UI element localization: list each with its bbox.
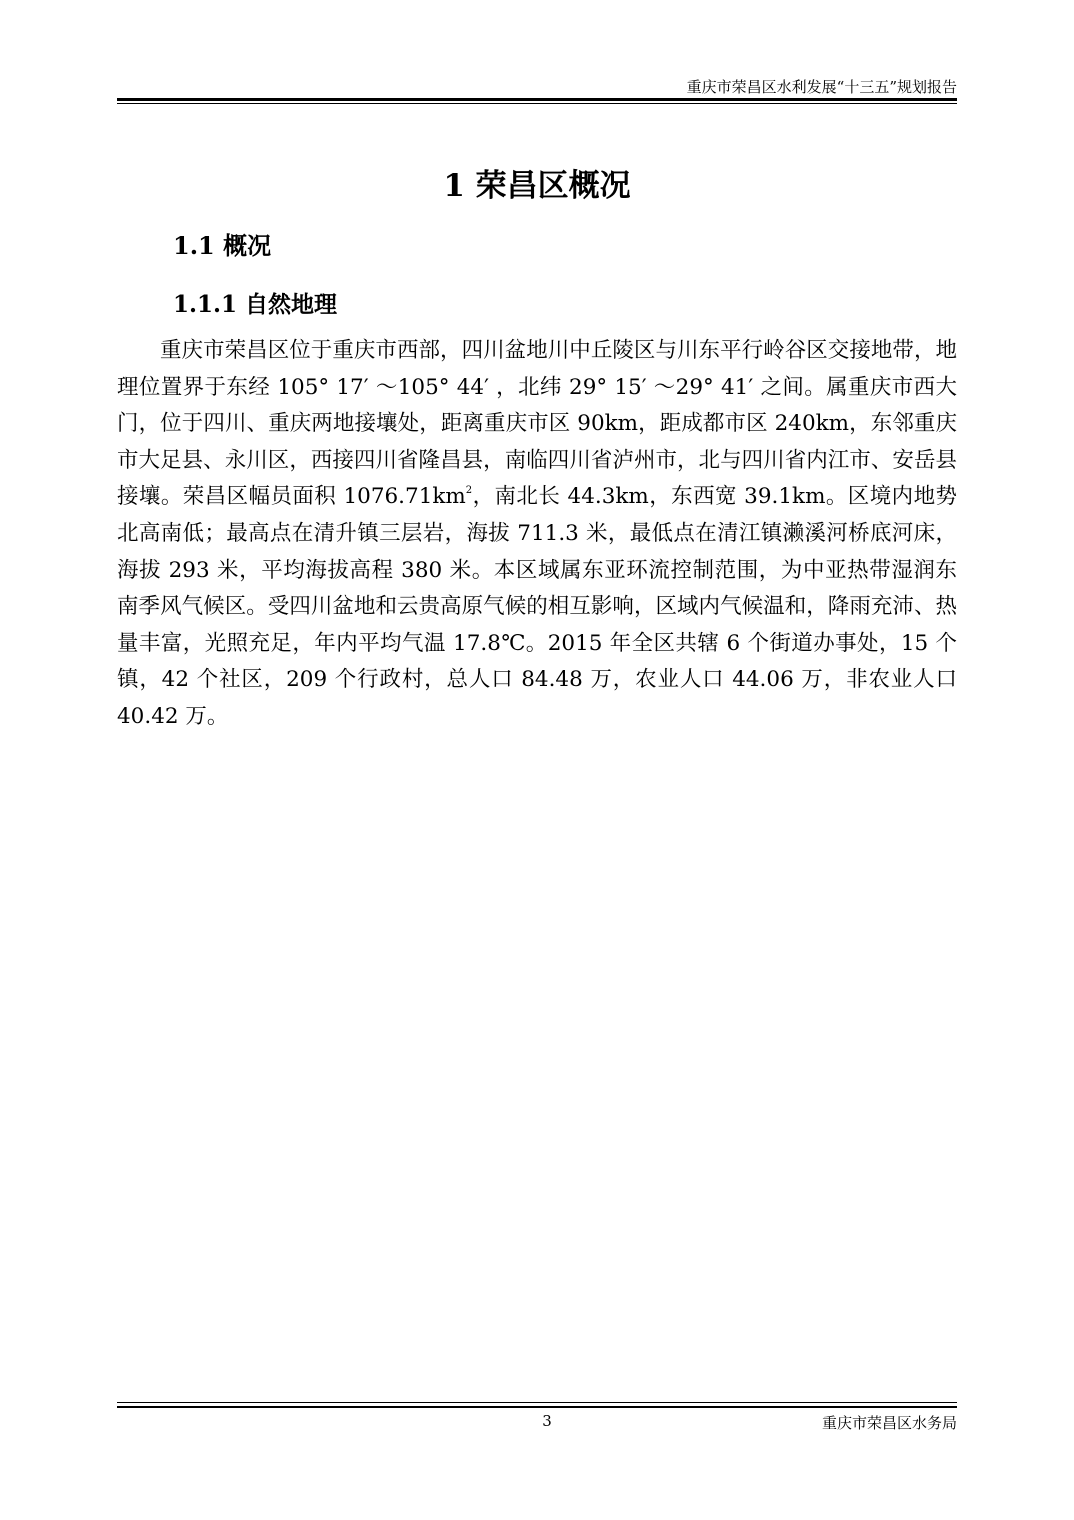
footer-divider-thick: [117, 1406, 957, 1408]
body-paragraph: [117, 333, 957, 736]
header-divider-thin: [117, 103, 957, 104]
section-title: 1.1 概况: [173, 231, 272, 260]
subsection-title: 1.1.1 自然地理: [173, 291, 338, 318]
body-text-part2: ，南北长 44.3km，东西宽 39.1km。区境内地势北高南低；最高点在清升镇三层岩，海拔 711.3 米，最低点在清江镇濑溪河桥底河床，海拔 293 米，平均海拔高程 380 米。本区域属东亚环流控制范围，为中亚热带湿润东南季风气候区。受四川盆地和云贵高原气候的相互影响，区域内气候温和，降雨充沛、热量丰富，光照充足，年内平均气温 17.8℃。2015 年全区共辖 6 个街道办事处，15 个镇，42 个社区，209 个行政村，总人口 84.48 万，农业人口 44.06 万，非农业人口 40.42 万。: [117, 484, 957, 729]
footer-organization: 重庆市荣昌区水务局: [821, 1414, 957, 1432]
header-divider-thick: [117, 98, 957, 101]
page-number: 3: [542, 1412, 552, 1430]
area-superscript: 2: [465, 485, 473, 497]
body-text-part1: 重庆市荣昌区位于重庆市西部，四川盆地川中丘陵区与川东平行岭谷区交接地带，地理位置界于东经 105° 17′ ～105° 44′ ，北纬 29° 15′ ～29° 41′ 之间。属重庆市西大门，位于四川、重庆两地接壤处，距离重庆市区 90km，距成都市区 240km，东邻重庆市大足县、永川区，西接四川省隆昌县，南临四川省泸州市，北与四川省内江市、安岳县接壤。荣昌区幅员面积 1076.71km: [117, 338, 957, 510]
footer-divider-thin: [117, 1402, 957, 1403]
chapter-title: 1 荣昌区概况: [443, 168, 631, 204]
running-header: 重庆市荣昌区水利发展“十三五”规划报告: [686, 78, 957, 96]
